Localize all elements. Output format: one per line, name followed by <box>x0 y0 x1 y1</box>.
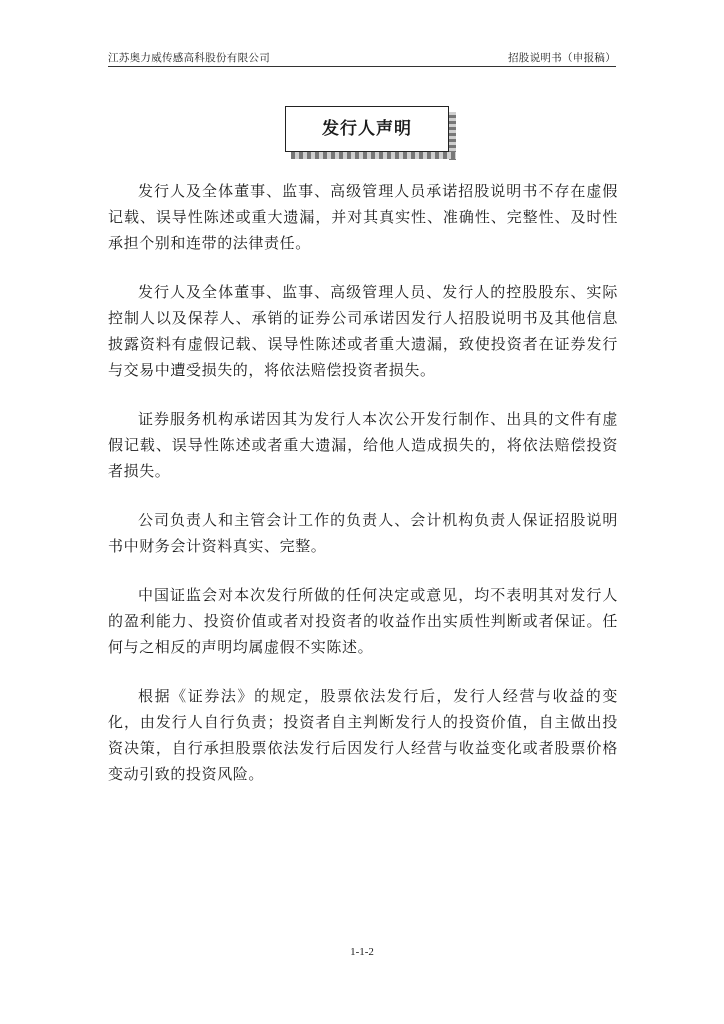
header-document-type: 招股说明书（申报稿） <box>508 52 616 64</box>
paragraph-investment-risk: 根据《证券法》的规定，股票依法发行后，发行人经营与收益的变化，由发行人自行负责；投资者自主判断发行人的投资价值，自主做出投资决策，自行承担股票依法发行后因发行人经营与收益变化或者股票价格变动引致的投资风险。 <box>108 687 618 783</box>
paragraph-financial-data: 公司负责人和主管会计工作的负责人、会计机构负责人保证招股说明书中财务会计资料真实、完整。 <box>108 511 618 555</box>
declaration-body <box>108 178 618 810</box>
paragraph-service-institutions: 证券服务机构承诺因其为发行人本次公开发行制作、出具的文件有虚假记载、误导性陈述或者重大遗漏，给他人造成损失的，将依法赔偿投资者损失。 <box>108 410 618 480</box>
page-number: 1-1-2 <box>350 946 374 958</box>
paragraph-compensation: 发行人及全体董事、监事、高级管理人员、发行人的控股股东、实际控制人以及保荐人、承销的证券公司承诺因发行人招股说明书及其他信息披露资料有虚假记载、误导性陈述或者重大遗漏，致使投资者在证券发行与交易中遭受损失的，将依法赔偿投资者损失。 <box>108 283 618 379</box>
title-frame <box>285 106 455 158</box>
page-header <box>108 48 616 67</box>
header-company-name: 江苏奥力威传感高科股份有限公司 <box>108 52 270 64</box>
title-shadow-bottom <box>291 152 456 159</box>
page-title: 发行人声明 <box>285 106 449 152</box>
paragraph-csrc-disclaimer: 中国证监会对本次发行所做的任何决定或意见，均不表明其对发行人的盈利能力、投资价值或者对投资者的收益作出实质性判断或者保证。任何与之相反的声明均属虚假不实陈述。 <box>108 586 618 656</box>
paragraph-accuracy: 发行人及全体董事、监事、高级管理人员承诺招股说明书不存在虚假记载、误导性陈述或重大遗漏，并对其真实性、准确性、完整性、及时性承担个别和连带的法律责任。 <box>108 182 618 252</box>
